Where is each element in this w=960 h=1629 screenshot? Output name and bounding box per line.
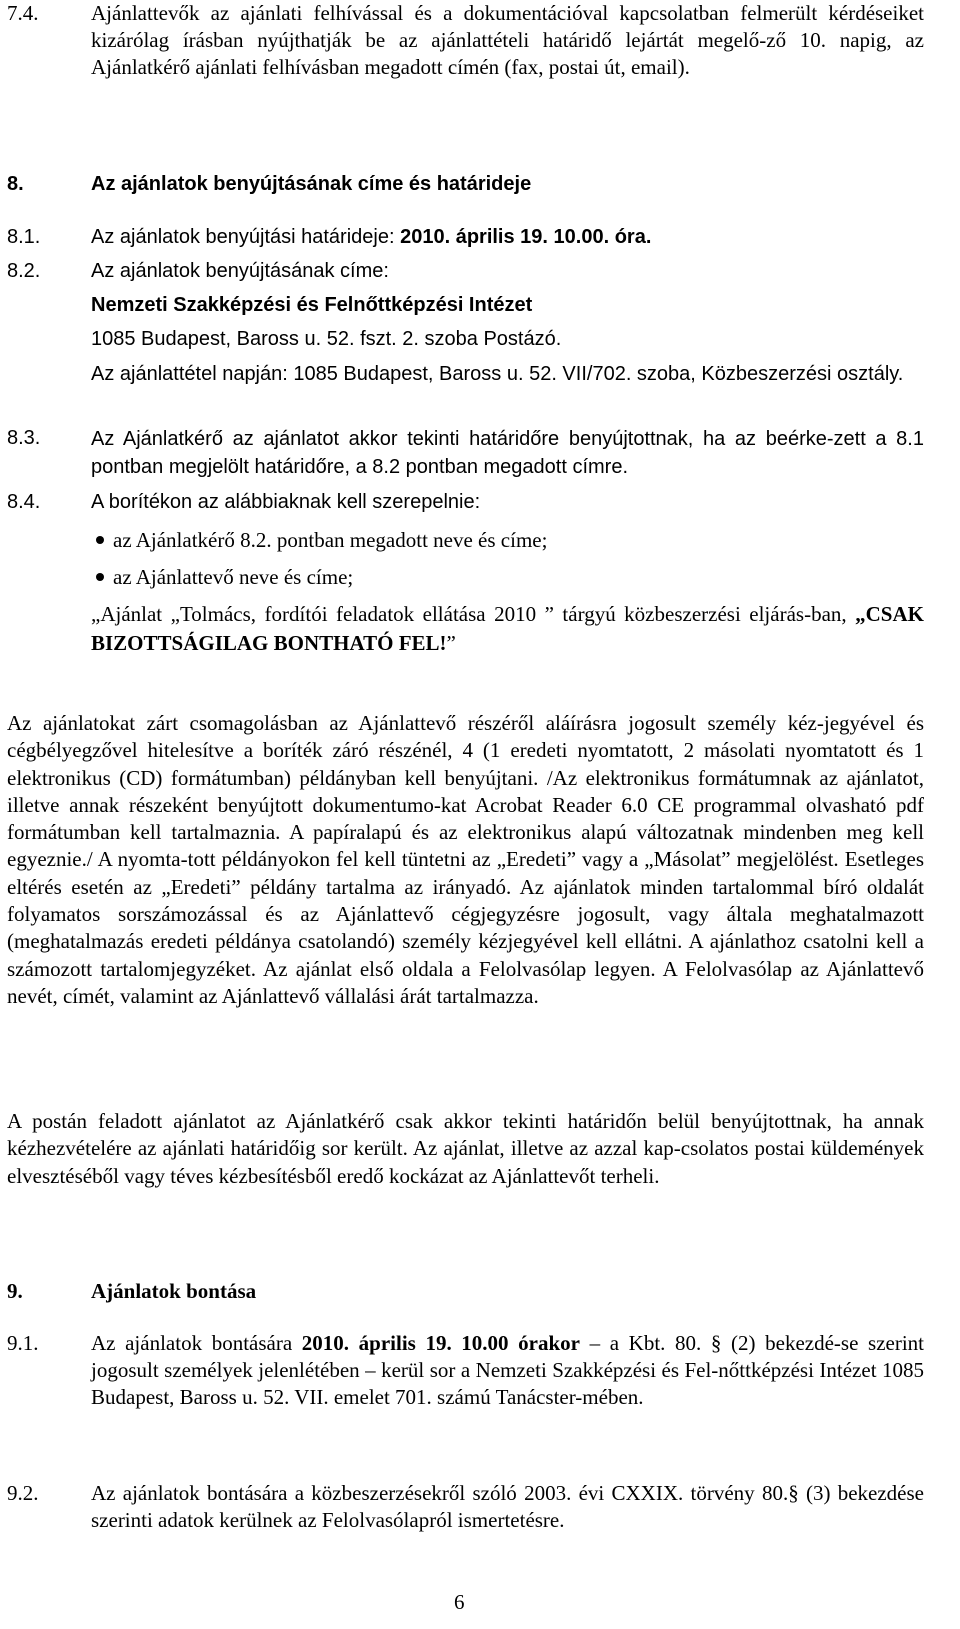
section-number-7-4: 7.4. — [7, 1, 39, 25]
section-8-4-label: A borítékon az alábbiaknak kell szerepelnie: — [91, 491, 481, 513]
section-8-2-address: 1085 Budapest, Baross u. 52. fszt. 2. szoba Postázó. — [91, 328, 562, 350]
section-number-9: 9. — [7, 1279, 23, 1303]
opening-datetime: 2010. április 19. 10.00 órakor — [301, 1331, 580, 1355]
envelope-label-text: „Ajánlat „Tolmács, fordítói feladatok ellátása 2010 ” tárgyú közbeszerzési eljárás-ban, „CSAK BIZOTTSÁGILAG BONTHATÓ FEL!” — [91, 602, 924, 655]
section-number-8-1: 8.1. — [7, 226, 41, 248]
bullet-icon — [96, 573, 104, 581]
bullet-item: az Ajánlatkérő 8.2. pontban megadott neve és címe; — [96, 527, 547, 553]
bullet-item: az Ajánlattevő neve és címe; — [96, 564, 353, 590]
section-7-4-text: Ajánlattevők az ajánlati felhívással és a dokumentációval kapcsolatban felmerült kérdéseiket kizárólag írásban nyújthatják be az ajánlattételi határidő lejártát megelő-ző 10. napig, az Ajánlatkérő ajánlati felhívásban megadott címén (fax, postai út, email). — [91, 1, 924, 79]
bullet-icon — [96, 536, 104, 544]
section-8-2-organization: Nemzeti Szakképzési és Felnőttképzési Intézet — [91, 294, 533, 316]
section-number-8-4: 8.4. — [7, 491, 41, 513]
section-9-2-text: Az ajánlatok bontására a közbeszerzésekről szóló 2003. évi CXXIX. törvény 80.§ (3) bekezdése szerinti adatok kerülnek az Felolvasólapról ismertetésre. — [91, 1481, 924, 1532]
section-number-8: 8. — [7, 173, 24, 195]
section-number-9-2: 9.2. — [7, 1481, 39, 1505]
deadline-label: Az ajánlatok benyújtási határideje: — [91, 226, 401, 248]
page-number: 6 — [454, 1590, 465, 1614]
section-9-1-text: Az ajánlatok bontására 2010. április 19. 10.00 órakor – a Kbt. 80. § (2) bekezdé-se szerint jogosult személyek jelenlétében – kerül sor a Nemzeti Szakképzési és Fel-nőttképzési Intézet 1085 Budapest, Baross u. 52. VII. emelet 701. számú Tanácster-mében. — [91, 1331, 924, 1409]
section-number-8-3: 8.3. — [7, 427, 41, 449]
section-number-9-1: 9.1. — [7, 1331, 39, 1355]
deadline-value: 2010. április 19. 10.00. óra. — [400, 226, 652, 248]
paragraph-submission-format: Az ajánlatokat zárt csomagolásban az Ajánlattevő részéről aláírásra jogosult személy kéz-jegyével és cégbélyegzővel hitelesítve a boríték záró részénél, 4 (1 eredeti nyomtatott, 2 másolati nyomtatott és 1 elektronikus (CD) formátumban) példányban kell benyújtani. /Az elektronikus formátumnak az ajánlatot, illetve annak részeként benyújtott dokumentumo-kat Acrobat Reader 6.0 CE programmal olvasható pdf formátumban kell tartalmaznia. A papíralapú és az elektronikus alapú változatnak mindenben meg kell egyeznie./ A nyomta-tott példányokon fel kell tüntetni az „Eredeti” vagy a „Másolat” megjelölést. Esetleges eltérés esetén az „Eredeti” példány tartalma az irányadó. Az ajánlatok minden tartalommal bíró oldalát folyamatos sorszámozással és az Ajánlattevő cégjegyzésre jogosult, vagy általa meghatalmazott (meghatalmazás eredeti példánya csatolandó) személy kézjegyével kell ellátni. A ajánlathoz csatolni kell a számozott tartalomjegyzéket. Az ajánlat első oldala a Felolvasólap legyen. A Felolvasólap az Ajánlattevő nevét, címét, valamint az Ajánlattevő vállalási árát tartalmazza. — [7, 711, 924, 1008]
paragraph-postal-submission: A postán feladott ajánlatot az Ajánlatkérő csak akkor tekinti határidőn belül benyújtottnak, ha annak kézhezvételére az ajánlati határidőig sor került. Az ajánlat, illetve az azzal kap-csolatos postai küldemények elvesztéséből vagy téves kézbesítésből eredő kockázat az Ajánlattevőt terheli. — [7, 1109, 924, 1188]
envelope-warning: „CSAK BIZOTTSÁGILAG BONTHATÓ FEL! — [91, 602, 924, 655]
section-number-8-2: 8.2. — [7, 260, 41, 282]
section-8-3-text: Az Ajánlatkérő az ajánlatot akkor tekinti határidőre benyújtottnak, ha az beérke-zett a 8.1 pontban megjelölt határidőre, a 8.2 pontban megadott címre. — [91, 428, 924, 478]
section-8-title: Az ajánlatok benyújtásának címe és határideje — [91, 173, 532, 195]
section-8-2-label: Az ajánlatok benyújtásának címe: — [91, 260, 389, 282]
section-9-title: Ajánlatok bontása — [91, 1279, 257, 1303]
section-8-2-day-address: Az ajánlattétel napján: 1085 Budapest, Baross u. 52. VII/702. szoba, Közbeszerzési osztály. — [91, 363, 904, 385]
section-8-1-text — [91, 224, 924, 251]
